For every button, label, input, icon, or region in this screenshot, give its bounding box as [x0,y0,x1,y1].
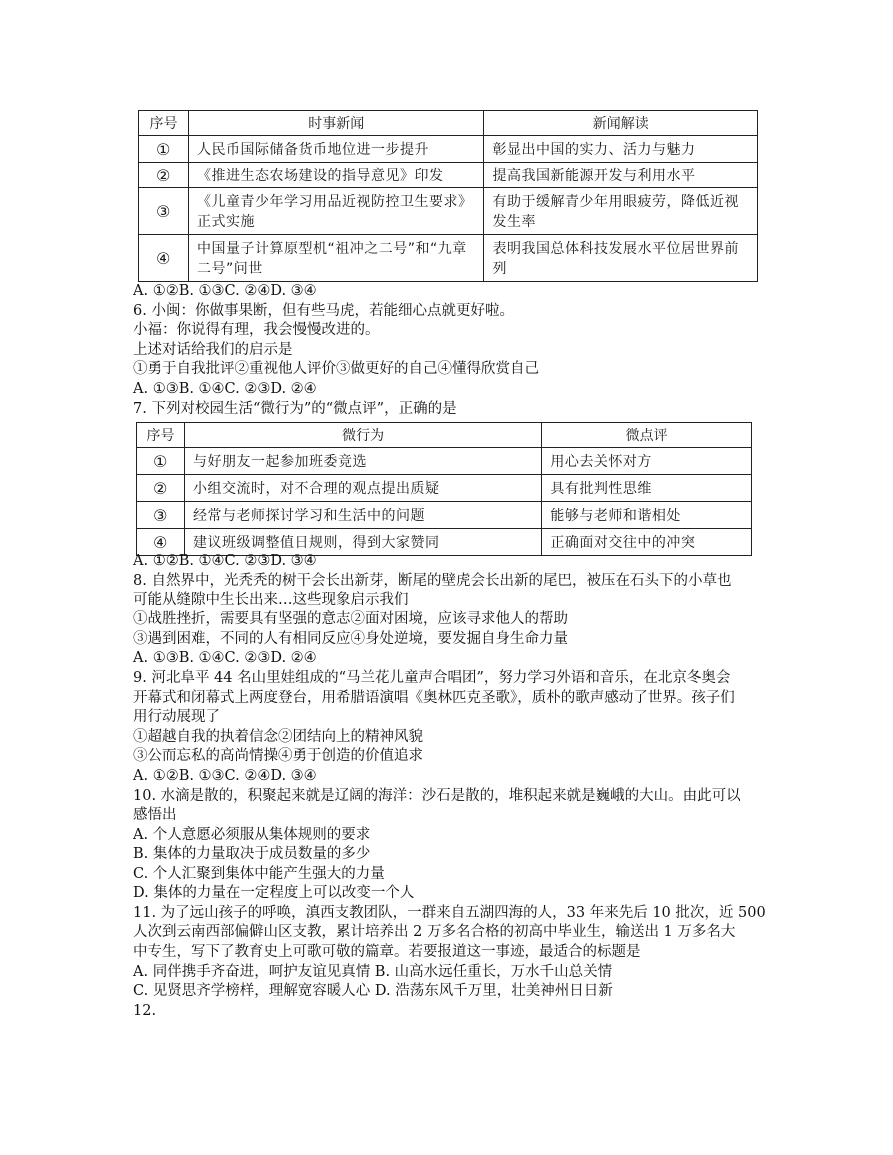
row-number: ① [139,136,189,163]
answer-options: A. ①③B. ①④C. ②③D. ②④ [133,381,317,397]
table-header-row [137,423,752,448]
answer-options: A. ①②B. ①③C. ②④D. ③④ [133,768,317,784]
action-cell: 建议班级调整值日规则，得到大家赞同 [184,529,541,556]
row-number: ③ [137,502,185,529]
question-text: 开幕式和闭幕式上两度登台，用希腊语演唱《奥林匹克圣歌》，质朴的歌声感动了世界。孩子们 [133,690,735,706]
action-cell: 与好朋友一起参加班委竞选 [184,448,541,475]
column-header: 序号 [139,111,189,136]
row-number: ③ [139,188,189,235]
news-cell: 《儿童青少年学习用品近视防控卫生要求》正式实施 [188,188,484,235]
question-statements: ③遇到困难，不同的人有相同反应④身处逆境，要发掘自身生命力量 [133,631,568,647]
table-header-row [139,111,758,136]
question-text: 用行动展现了 [133,709,220,725]
answer-option: B. 集体的力量取决于成员数量的多少 [133,846,371,862]
question-text: 10. 水滴是散的，积聚起来就是辽阔的海洋：沙石是散的，堆积起来就是巍峨的大山。由此可以 [133,788,741,804]
answer-options: A. ①②B. ①④C. ②③D. ③④ [133,553,317,569]
comment-cell: 具有批判性思维 [542,475,752,502]
news-cell: 人民币国际储备货币地位进一步提升 [188,136,484,163]
question-statements: ①勇于自我批评②重视他人评价③做更好的自己④懂得欣赏自己 [133,361,539,377]
question-number: 12. [133,1003,157,1019]
answer-option: C. 个人汇聚到集体中能产生强大的力量 [133,866,385,882]
column-header: 微行为 [184,423,541,448]
action-cell: 经常与老师探讨学习和生活中的问题 [184,502,541,529]
news-cell: 中国量子计算原型机“祖冲之二号”和“九章二号”问世 [188,235,484,282]
question-text: 可能从缝隙中生长出来…这些现象启示我们 [133,592,409,608]
answer-options: A. 同伴携手齐奋进，呵护友谊见真情 B. 山高水远任重长，万水千山总关情 [133,964,613,980]
column-header: 微点评 [542,423,752,448]
reading-cell: 表明我国总体科技发展水平位居世界前列 [484,235,758,282]
table-row [137,475,752,502]
row-number: ④ [139,235,189,282]
answer-options: A. ①②B. ①③C. ②④D. ③④ [133,283,317,299]
question-text: 11. 为了远山孩子的呼唤，滇西支教团队，一群来自五湖四海的人，33 年来先后 10 批次，近 500 [133,905,766,921]
comment-cell: 用心去关怀对方 [542,448,752,475]
column-header: 新闻解读 [484,111,758,136]
table-row [139,163,758,188]
column-header: 时事新闻 [188,111,484,136]
reading-cell: 提高我国新能源开发与利用水平 [484,163,758,188]
row-number: ④ [137,529,185,556]
question-text: 9. 河北阜平 44 名山里娃组成的“马兰花儿童声合唱团”，努力学习外语和音乐，在北京冬奥会 [133,670,731,686]
table-row [139,188,758,235]
question-statements: ①超越自我的执着信念②团结向上的精神风貌 [133,729,423,745]
news-cell: 《推进生态农场建设的指导意见》印发 [188,163,484,188]
question-text: 上述对话给我们的启示是 [133,342,293,358]
action-cell: 小组交流时，对不合理的观点提出质疑 [184,475,541,502]
reading-cell: 彰显出中国的实力、活力与魅力 [484,136,758,163]
table-row [137,502,752,529]
comment-cell: 正确面对交往中的冲突 [542,529,752,556]
comment-cell: 能够与老师和谐相处 [542,502,752,529]
answer-options: C. 见贤思齐学榜样，理解宽容暖人心 D. 浩荡东风千万里，壮美神州日日新 [133,983,613,999]
row-number: ② [139,163,189,188]
question-statements: ③公而忘私的高尚情操④勇于创造的价值追求 [133,748,423,764]
table-row [139,235,758,282]
answer-options: A. ①③B. ①④C. ②③D. ②④ [133,650,317,666]
row-number: ① [137,448,185,475]
question-text: 8. 自然界中，光秃秃的树干会长出新芽，断尾的壁虎会长出新的尾巴，被压在石头下的小草也 [133,573,732,589]
answer-option: D. 集体的力量在一定程度上可以改变一个人 [133,885,415,901]
question-text: 感悟出 [133,807,177,823]
question-text: 人次到云南西部偏僻山区支教，累计培养出 2 万多名合格的初高中毕业生，输送出 1 万多名大 [133,924,736,940]
reading-cell: 有助于缓解青少年用眼疲劳，降低近视发生率 [484,188,758,235]
table-row [137,448,752,475]
news-table [138,110,758,282]
row-number: ② [137,475,185,502]
question-text: 中专生，写下了教育史上可歌可敬的篇章。若要报道这一事迹，最适合的标题是 [133,944,641,960]
table-row [139,136,758,163]
behavior-table [136,422,752,556]
answer-option: A. 个人意愿必须服从集体规则的要求 [133,827,371,843]
column-header: 序号 [137,423,185,448]
question-text: 7. 下列对校园生活“微行为”的“微点评”，正确的是 [133,401,457,417]
question-statements: ①战胜挫折，需要具有坚强的意志②面对困境，应该寻求他人的帮助 [133,611,568,627]
question-text: 6. 小闽：你做事果断，但有些马虎，若能细心点就更好啦。 [133,303,514,319]
question-text: 小福：你说得有理，我会慢慢改进的。 [133,322,380,338]
